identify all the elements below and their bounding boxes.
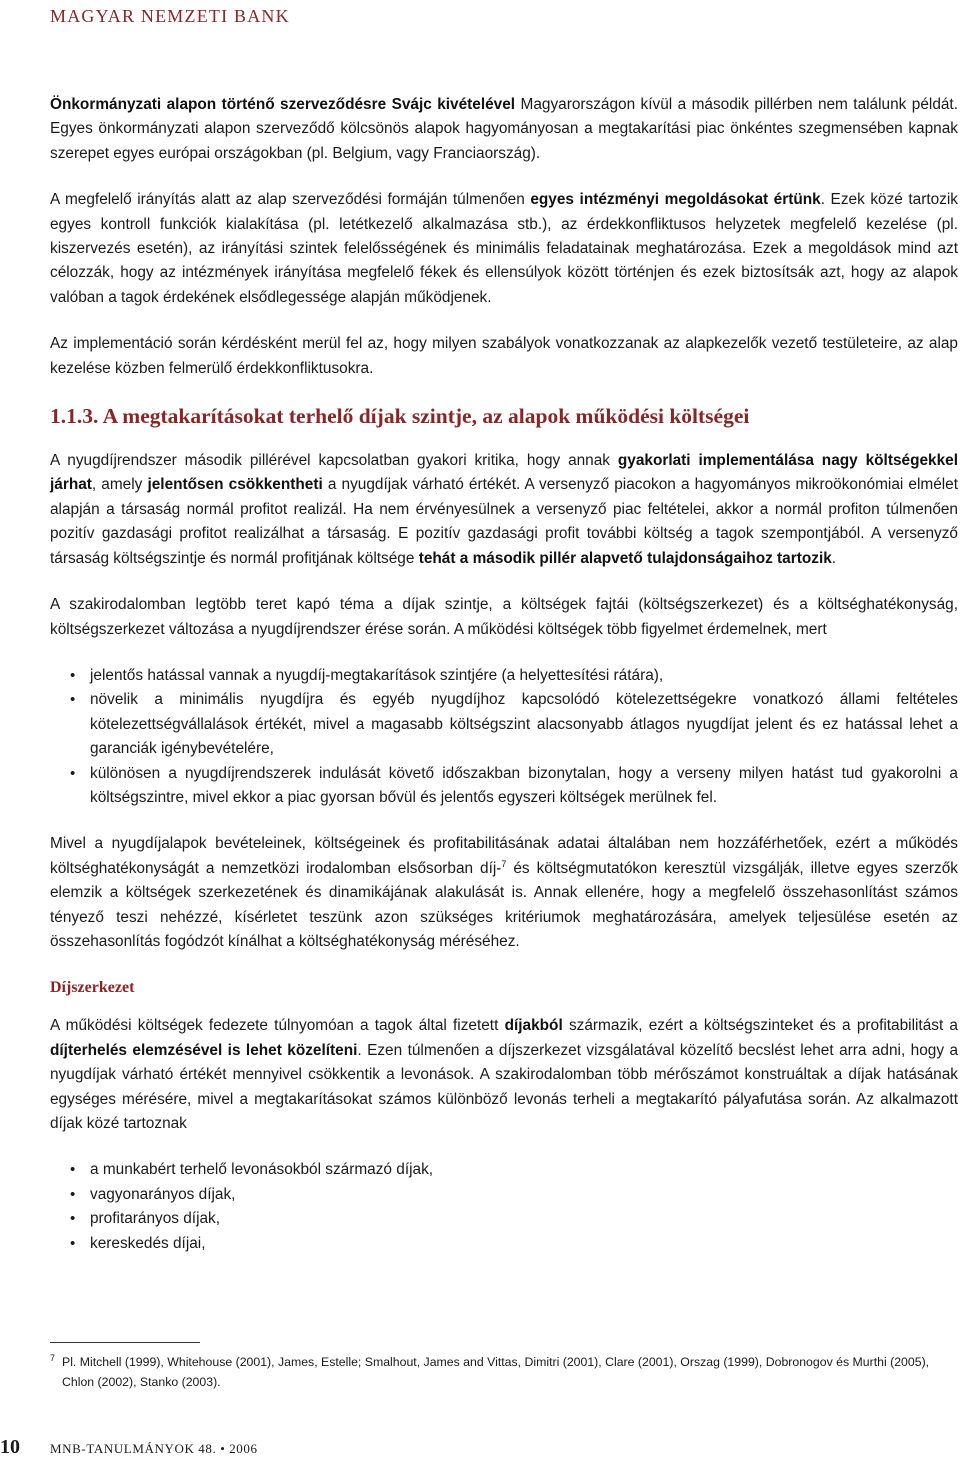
list-item: • a munkabért terhelő levonásokból származó díjak, bbox=[50, 1158, 958, 1182]
paragraph-7: A működési költségek fedezete túlnyomóan a tagok által fizetett díjakból származik, ezért a költségszinteket és a profitabilitást a díjterhelés elemzésével is lehet közelíteni. Ezen túlmenően a díjszerkezet vizsgálatával közelítő becslést lehet arra adni, hogy a nyugdíjak várható értékét mennyivel csökkentik a levonások. A szakirodalomban több mérőszámot konstruáltak a díjak hatásának egységes mérésére, mivel a megtakarításokat számos különböző levonás terheli a megtakarító pályafutása során. Az alkalmazott díjak közé tartoznak bbox=[50, 1017, 958, 1132]
bullet-icon: • bbox=[70, 691, 76, 709]
footnote-ref[interactable]: 7 bbox=[501, 858, 507, 869]
main-text bbox=[50, 93, 958, 1256]
list-item: • kereskedés díjai, bbox=[50, 1232, 958, 1256]
paragraph-2: A megfelelő irányítás alatt az alap szerveződési formáján túlmenően egyes intézményi megoldásokat értünk. Ezek közé tartozik egyes kontroll funkciók kialakítása (pl. letétkezelő alkalmazása stb.), az érdekkonfliktusos helyzetek megfelelő kezelése (pl. kiszervezés esetén), az irányítási szintek felelősségének és minimális feladatainak meghatározása. Ezek a megoldások mind azt célozzák, hogy az intézmények irányítása megfelelő fékek és ellensúlyok között történjen és ezek biztosítsák azt, hogy az alapok valóban a tagok érdekének elsődlegessége alapján működjenek. bbox=[50, 191, 958, 306]
paragraph-1: Önkormányzati alapon történő szerveződésre Svájc kivételével Magyarországon kívül a második pillérben nem találunk példát. Egyes önkormányzati alapon szerveződő kölcsönös alapok hagyományosan a megtakarítási piac önkéntes szegmensében kapnak szerepet egyes európai országokban (pl. Belgium, vagy Franciaország). bbox=[50, 96, 958, 162]
subsection-heading: Díjszerkezet bbox=[50, 979, 135, 997]
emphasis: díjakból bbox=[504, 1017, 563, 1035]
running-header: MAGYAR NEMZETI BANK bbox=[50, 6, 290, 26]
list-item: • különösen a nyugdíjrendszerek indulását követő időszakban bizonytalan, hogy a verseny milyen hatást tud gyakorolni a költségszintre, mivel ekkor a piac gyorsan bővül és jelentős egyszeri költségek merülnek fel. bbox=[50, 762, 958, 811]
footnote-divider bbox=[50, 1342, 200, 1343]
footnote-text: Pl. Mitchell (1999), Whitehouse (2001), James, Estelle; Smalhout, James and Vittas, Dimitri (2001), Clare (2001), Orszag (1999), Dobronogov és Murthi (2005), Chlon (2002), Stanko (2003). bbox=[62, 1355, 930, 1389]
list-item: • jelentős hatással vannak a nyugdíj-megtakarítások szintjére (a helyettesítési rátára), bbox=[50, 664, 958, 688]
publication-footer: MNB-TANULMÁNYOK 48. • 2006 bbox=[50, 1441, 258, 1456]
paragraph-3: Az implementáció során kérdésként merül fel az, hogy milyen szabályok vonatkozzanak az alapkezelők vezető testületeire, az alap kezelése közben felmerülő érdekkonfliktusokra. bbox=[50, 335, 958, 377]
paragraph-4: A nyugdíjrendszer második pillérével kapcsolatban gyakori kritika, hogy annak gyakorlati implementálása nagy költségekkel járhat, amely jelentősen csökkentheti a nyugdíjak várható értékét. A versenyző piacokon a hagyományos mikroökonómiai elmélet alapján a társaság normál profitot realizál. Ha nem érvényesülnek a versenyző piac feltételei, akkor a normál profiton túlmenően pozitív gazdasági profitot realizálhat a társaság. E pozitív gazdasági profit további költség a tagok szempontjából. A versenyző társaság költségszintje és normál profitjának költsége tehát a második pillér alapvető tulajdonságaihoz tartozik. bbox=[50, 452, 959, 567]
paragraph-6: Mivel a nyugdíjalapok bevételeinek, költségeinek és profitabilitásának adatai általában nem hozzáférhetőek, ezért a működés költséghatékonyságát a nemzetközi irodalomban elsősorban díj-$^7$ és költségmutatókon keresztül vizsgálják, illetve egyes szerzők elemzik a költségek szerkezetének és dinamikájának alakulását is. Annak ellenére, hogy a megfelelő összehasonlítást számos tényező teszi nehézzé, kísérletet teszünk azon szükséges kritériumok meghatározására, amelyek teljesülése esetén az összehasonlítás fogódzót kínálhat a költséghatékonyság méréséhez. bbox=[50, 835, 958, 950]
list-item: • vagyonarányos díjak, bbox=[50, 1183, 958, 1207]
section-heading: 1.1.3. A megtakarításokat terhelő díjak szintje, az alapok működési költségei bbox=[50, 404, 750, 429]
footnote-number: 7 bbox=[50, 1353, 56, 1363]
bullet-icon: • bbox=[70, 666, 76, 684]
bullet-icon: • bbox=[70, 1161, 76, 1179]
bullet-list-fees bbox=[50, 1158, 958, 1256]
paragraph-5: A szakirodalomban legtöbb teret kapó téma a díjak szintje, a költségek fajtái (költségszerkezet) és a költséghatékonyság, költségszerkezet változása a nyugdíjrendszer érése során. A működési költségek több figyelmet érdemelnek, mert bbox=[50, 596, 958, 638]
list-item: • növelik a minimális nyugdíjra és egyéb nyugdíjhoz kapcsolódó kötelezettségekre vonatkozó állami feltételes kötelezettségvállalások értékét, mivel a magasabb költségszint alacsonyabb átlagos nyugdíjat jelent és ez hatással lehet a garanciák igénybevételére, bbox=[50, 688, 958, 761]
bullet-icon: • bbox=[70, 1210, 76, 1228]
page-number: 10 bbox=[0, 1436, 20, 1458]
bullet-icon: • bbox=[70, 764, 76, 782]
emphasis: Önkormányzati alapon történő szerveződésre Svájc kivételével bbox=[50, 96, 516, 113]
footnote bbox=[50, 1353, 960, 1392]
emphasis: tehát a második pillér alapvető tulajdonságaihoz tartozik bbox=[418, 549, 832, 567]
bullet-list-costs bbox=[50, 664, 958, 810]
emphasis: jelentősen csökkentheti bbox=[147, 476, 323, 494]
bullet-icon: • bbox=[70, 1234, 76, 1252]
emphasis: gyakorlati implementálása nagy költségekkel járhat bbox=[50, 452, 958, 494]
list-item: • profitarányos díjak, bbox=[50, 1207, 958, 1231]
emphasis: egyes intézményi megoldásokat értünk bbox=[530, 191, 821, 209]
emphasis: díjterhelés elemzésével is lehet közelíteni bbox=[50, 1041, 358, 1059]
bullet-icon: • bbox=[70, 1185, 76, 1203]
